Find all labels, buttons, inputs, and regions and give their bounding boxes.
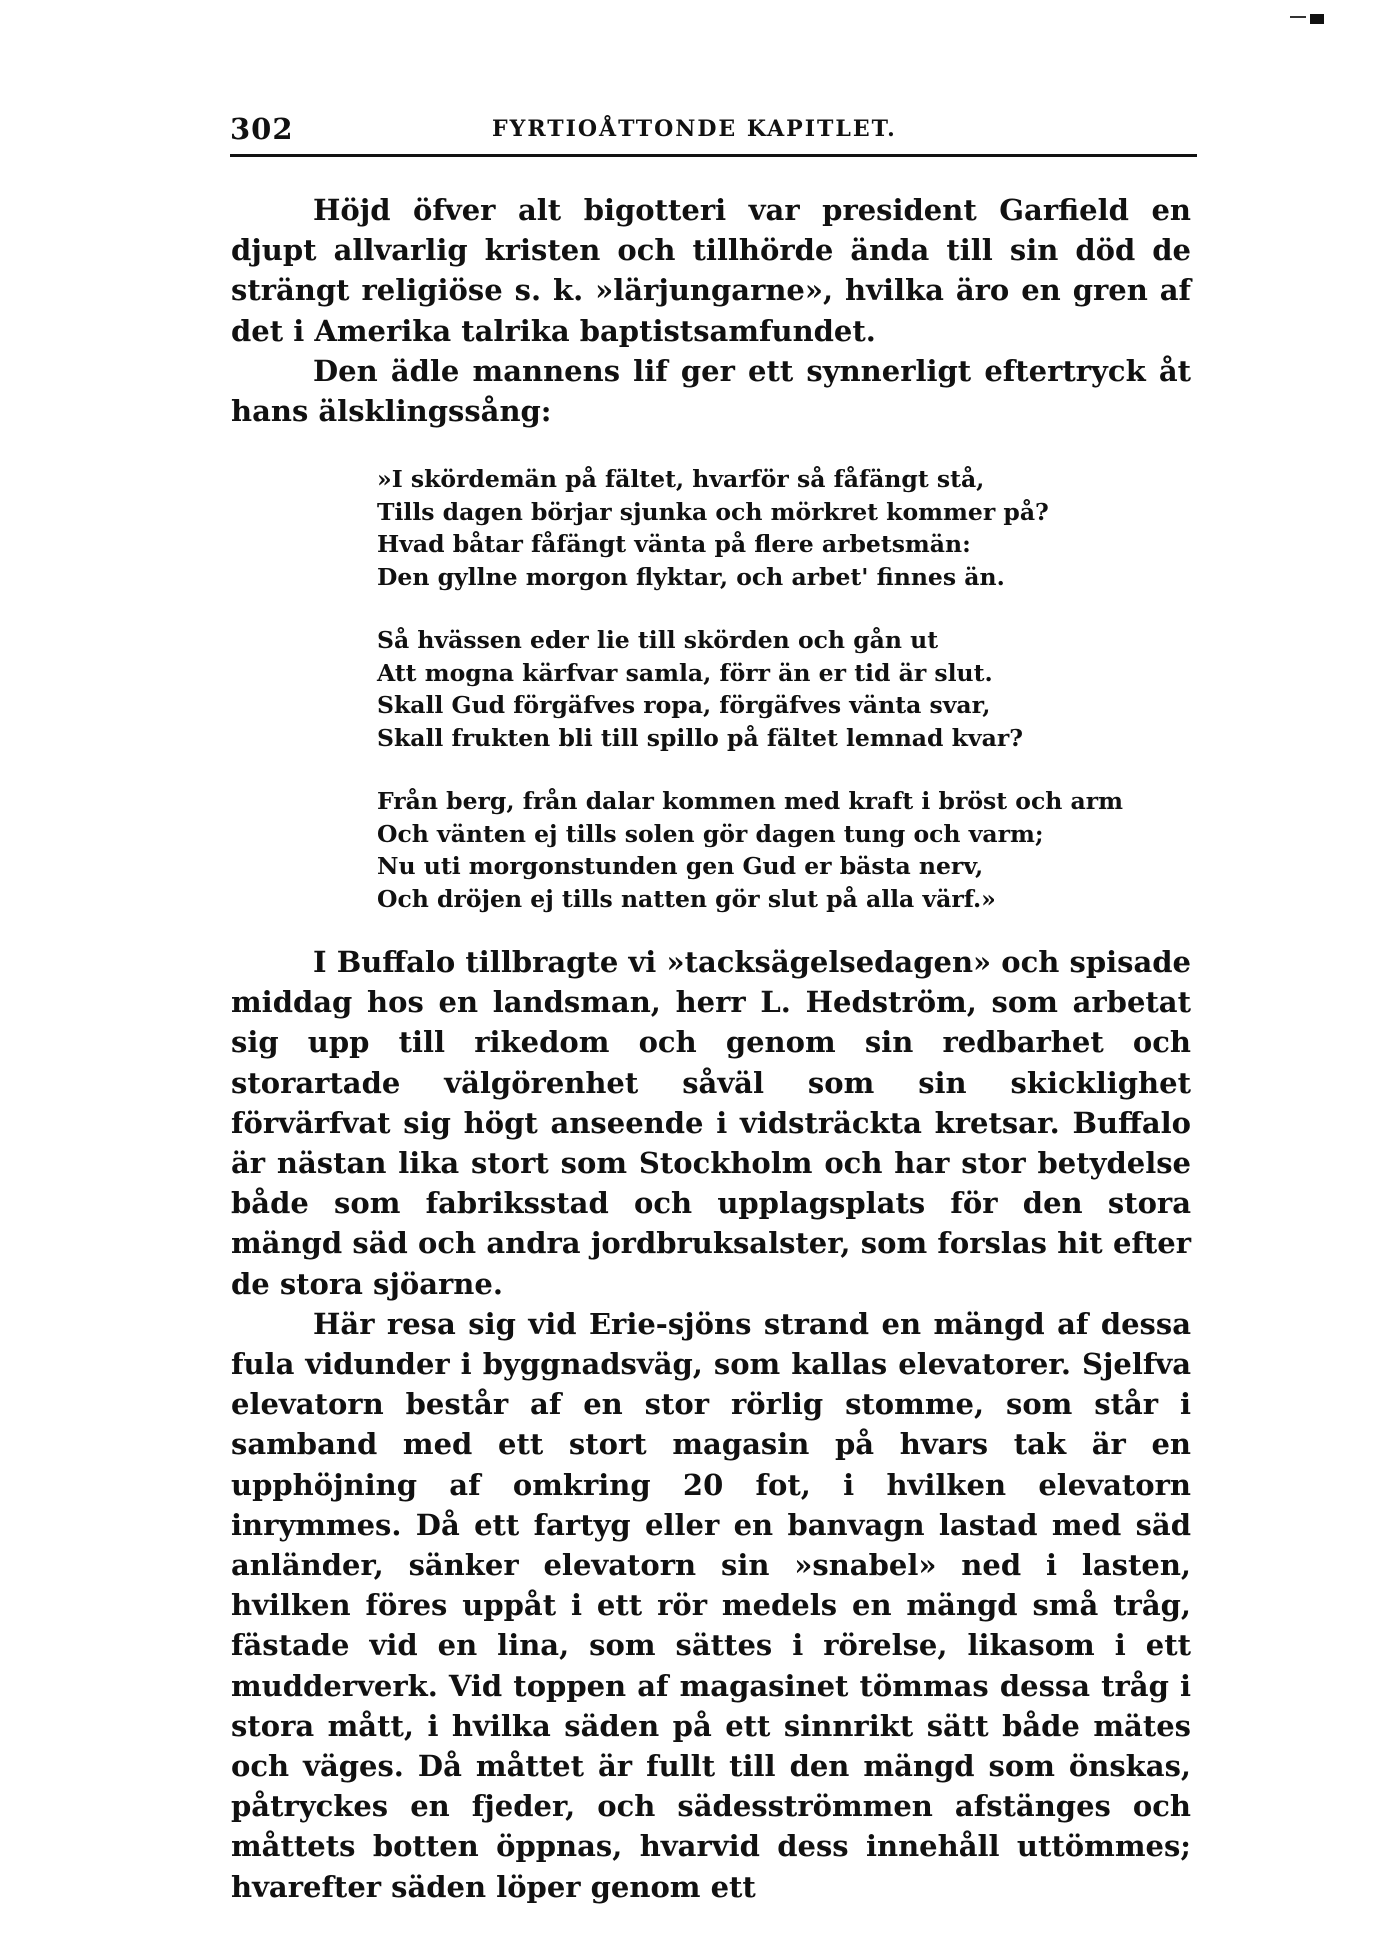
header-rule bbox=[230, 154, 1197, 157]
scan-mark bbox=[1290, 16, 1306, 18]
poem-line: Att mogna kärfvar samla, förr än er tid är slut. bbox=[377, 658, 993, 687]
poem-stanza bbox=[377, 463, 1197, 593]
body-text bbox=[231, 942, 1191, 1907]
paragraph: Höjd öfver alt bigotteri var president Garfield en djupt allvarlig kristen och tillhörde ända till sin död de strängt religiöse s. k. »lärjungarne», hvilka äro en gren af det i Amerika talrika baptistsamfundet. bbox=[231, 193, 1191, 348]
chapter-title: FYRTIOÅTTONDE KAPITLET. bbox=[492, 116, 897, 142]
poem-line: Skall Gud förgäfves ropa, förgäfves vänta svar, bbox=[377, 691, 991, 719]
poem-line: Hvad båtar fåfängt vänta på flere arbetsmän: bbox=[377, 530, 971, 558]
poem-line: »I skördemän på fältet, hvarför så fåfängt stå, bbox=[377, 465, 985, 493]
poem-line: Så hvässen eder lie till skörden och gån ut bbox=[377, 626, 939, 654]
paragraph: I Buffalo tillbragte vi »tacksägelsedagen» och spisade middag hos en landsman, herr L. Hedström, som arbetat sig upp till rikedom och genom sin redbarhet och storartade välgörenhet såväl som sin skicklighet förvärfvat sig högt anseende i vidsträckta kretsar. Buffalo är nästan lika stort som Stockholm och har stor betydelse både som fabriksstad och upplagsplats för den stora mängd säd och andra jordbruksalster, som forslas hit efter de stora sjöarne. bbox=[231, 945, 1191, 1301]
poem-stanza bbox=[377, 624, 1197, 754]
poem bbox=[377, 463, 1197, 946]
poem-stanza bbox=[377, 785, 1197, 915]
page-number: 302 bbox=[230, 112, 294, 146]
scan-mark bbox=[1310, 14, 1324, 24]
paragraph: Den ädle mannens lif ger ett synnerligt eftertryck åt hans älsklingssång: bbox=[231, 353, 1191, 429]
poem-line: Och vänten ej tills solen gör dagen tung och varm; bbox=[377, 819, 1044, 848]
poem-line: Från berg, från dalar kommen med kraft i bröst och arm bbox=[377, 787, 1124, 815]
poem-line: Nu uti morgonstunden gen Gud er bästa nerv, bbox=[377, 852, 984, 880]
running-head bbox=[230, 112, 1195, 152]
poem-line: Och dröjen ej tills natten gör slut på alla värf.» bbox=[377, 884, 996, 913]
poem-line: Tills dagen börjar sjunka och mörkret kommer på? bbox=[377, 497, 1049, 526]
intro-text bbox=[231, 190, 1191, 431]
poem-line: Den gyllne morgon flyktar, och arbet' finnes än. bbox=[377, 562, 1005, 591]
poem-line: Skall frukten bli till spillo på fältet lemnad kvar? bbox=[377, 723, 1023, 752]
paragraph: Här resa sig vid Erie-sjöns strand en mängd af dessa fula vidunder i byggnadsväg, som kallas elevatorer. Sjelfva elevatorn består af en stor rörlig stomme, som står i samband med ett stort magasin på hvars tak är en upphöjning af omkring 20 fot, i hvilken elevatorn inrymmes. Då ett fartyg eller en banvagn lastad med säd anländer, sänker elevatorn sin »snabel» ned i lasten, hvilken föres uppåt i ett rör medels en mängd små tråg, fästade vid en lina, som sättes i rörelse, likasom i ett mudderverk. Vid toppen af magasinet tömmas dessa tråg i stora mått, i hvilka säden på ett sinnrikt sätt både mätes och väges. Då måttet är fullt till den mängd som önskas, påtryckes en fjeder, och sädesströmmen afstänges och måttets botten öppnas, hvarvid dess innehåll uttömmes; hvarefter säden löper genom ett bbox=[231, 1306, 1191, 1904]
